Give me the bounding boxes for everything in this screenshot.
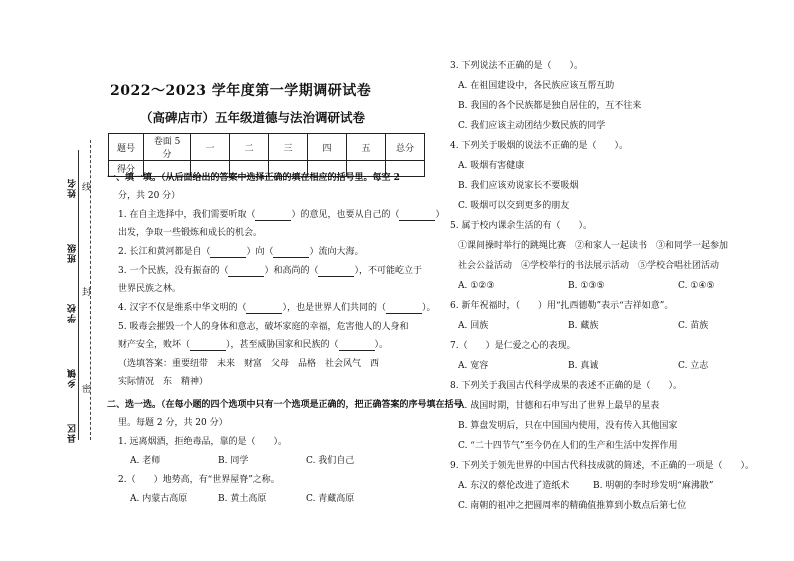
option-b[interactable]: B. 明朝的李时珍发明“麻沸散” (593, 481, 714, 491)
option-a[interactable]: A. 内蒙古高原 (130, 494, 188, 504)
q2-text-c: ）流向大海。 (309, 247, 364, 257)
fill-question-4 (118, 302, 435, 314)
option-a[interactable]: A. 回族 (458, 321, 489, 331)
answer-blank[interactable] (318, 276, 354, 277)
fill-question-1-cont: 出发，争取一些锻炼和成长的机会。 (118, 228, 263, 238)
fill-question-1 (118, 209, 444, 221)
choice-question-5: 5. 属于校内课余生活的有（ ）。 (450, 221, 592, 231)
section1-heading-cont: 分，共 20 分） (118, 191, 181, 201)
answer-blank[interactable] (339, 350, 375, 351)
option-b[interactable]: B. ①③⑤ (568, 281, 605, 291)
option-b[interactable]: B. 黄土高原 (218, 494, 267, 504)
option-b[interactable]: B. 我国的各个民族都是独自居住的，互不往来 (458, 101, 642, 111)
exam-title: 2022～2023 学年度第一学期调研试卷 (110, 83, 372, 99)
binding-label-school: 学校 (68, 303, 78, 323)
option-a[interactable]: A. ①②③ (458, 281, 495, 291)
choice-question-6: 6. 新年祝福时，（ ）用“扎西德勒”表示“吉祥如意”。 (450, 301, 674, 311)
q5-text-d: ）。 (374, 340, 389, 350)
answer-blank[interactable] (273, 257, 309, 258)
fill-question-3-cont: 世界民族之林。 (118, 284, 182, 294)
q2-text-a: 2. 长江和黄河都是自（ (118, 247, 211, 257)
option-b[interactable]: B. 真诚 (568, 361, 599, 371)
binding-margin (60, 120, 100, 560)
q1-text-a: 1. 在自主选择中，我们需要听取（ (118, 210, 256, 220)
option-a[interactable]: A. 东汉的蔡伦改进了造纸术 (458, 481, 570, 491)
fill-question-5-cont (118, 339, 388, 351)
answer-choices-cont: 实际情况 东 精神） (118, 377, 209, 387)
option-b[interactable]: B. 我们应该劝说家长不要吸烟 (458, 181, 579, 191)
option-c[interactable]: C. 青藏高原 (306, 494, 355, 504)
exam-subtitle: （高碑店市）五年级道德与法治调研试卷 (140, 110, 366, 125)
answer-blank[interactable] (399, 220, 435, 221)
choice-question-4: 4. 下列关于吸烟的说法不正确的是（ ）。 (450, 141, 628, 151)
section1-heading: 一、填一填。（从后面给出的答案中选择正确的填在相应的括号里。每空 2 (107, 173, 400, 183)
q3-text-c: ），不可能屹立于 (354, 266, 422, 276)
option-b[interactable]: B. 藏族 (568, 321, 599, 331)
option-a[interactable]: A. 吸烟有害健康 (458, 161, 525, 171)
q3-text-a: 3. 一个民族，没有振奋的（ (118, 266, 229, 276)
score-table (108, 133, 425, 177)
option-a[interactable]: A. 老师 (130, 456, 161, 466)
section2-heading: 二、选一选。（在每小题的四个选项中只有一个选项是正确的，把正确答案的序号填在括号 (107, 400, 463, 410)
binding-cut-char-1: 密 (82, 385, 92, 395)
q5-text-b: 财产安全，败坏（ (118, 340, 191, 350)
choice-question-2: 2.（ ）地势高，有“世界屋脊”之称。 (118, 475, 280, 485)
q5-text-c: ），甚至威胁国家和民族的（ (226, 340, 339, 350)
option-c[interactable]: C. 我们自己 (306, 456, 355, 466)
choice-question-5-items: ①课间操时举行的跳绳比赛 ②和家人一起读书 ③和同学一起参加 (458, 241, 729, 251)
option-b[interactable]: B. 同学 (218, 456, 249, 466)
score-table-header-row (109, 134, 425, 161)
answer-blank[interactable] (228, 276, 264, 277)
choice-question-5-items-cont: 社会公益活动 ④学校举行的书法展示活动 ⑤学校合唱社团活动 (458, 261, 720, 271)
section2-heading-cont: 里。每题 2 分，共 20 分） (118, 418, 228, 428)
option-c[interactable]: C. 南朝的祖冲之把圆周率的精确值推算到小数点后第七位 (458, 501, 687, 511)
choice-question-3: 3. 下列说法不正确的是（ ）。 (450, 61, 583, 71)
q1-text-b: ）的意见，也要从自己的（ (291, 210, 400, 220)
score-cell: 四 (308, 134, 347, 161)
option-c[interactable]: C. 立志 (678, 361, 709, 371)
binding-cut-char-3: 线 (82, 183, 92, 193)
option-c[interactable]: C. 我们应该主动团结少数民族的同学 (458, 121, 606, 131)
score-cell: 二 (230, 134, 269, 161)
q4-text-b: ），也是世界人们共同的（ (282, 303, 386, 313)
answer-blank[interactable] (190, 350, 226, 351)
score-cell: 一 (191, 134, 230, 161)
q4-text-a: 4. 汉字不仅是维系中华文明的（ (118, 303, 247, 313)
score-cell: 总分 (386, 134, 425, 161)
answer-blank[interactable] (386, 313, 422, 314)
option-c[interactable]: C. 吸烟可以交到更多的朋友 (458, 201, 570, 211)
option-c[interactable]: C. ①④⑤ (678, 281, 715, 291)
binding-label-class: 班级 (68, 243, 78, 263)
option-c[interactable]: C. “二十四节气”至今仍在人们的生产和生活中发挥作用 (458, 441, 678, 451)
option-a[interactable]: A. 宽容 (458, 361, 489, 371)
choice-question-9: 9. 下列关于领先世界的中国古代科技成就的简述，不正确的一项是（ ）。 (450, 461, 754, 471)
fill-question-5: 5. 吸毒会摧毁一个人的身体和意志，破坏家庭的幸福，危害他人的人身和 (118, 322, 409, 332)
score-cell: 得分 (109, 161, 144, 177)
option-a[interactable]: A. 战国时期，甘德和石申写出了世界上最早的星表 (458, 401, 660, 411)
choice-question-1: 1. 远离烟酒，拒绝毒品，靠的是（ ）。 (118, 437, 287, 447)
binding-label-town: 乡镇 (68, 368, 78, 388)
answer-blank[interactable] (210, 257, 246, 258)
binding-label-county: 县区 (68, 423, 78, 443)
binding-label-name: 姓名 (68, 178, 78, 198)
q1-text-c: ） (435, 210, 445, 220)
fill-question-3 (118, 265, 422, 277)
fill-question-2 (118, 246, 363, 258)
q4-text-c: ）。 (421, 303, 436, 313)
choice-question-8: 8. 下列关于我国古代科学成果的表述不正确的是（ ）。 (450, 381, 682, 391)
option-a[interactable]: A. 在祖国建设中，各民族应该互帮互助 (458, 81, 615, 91)
answer-choices: （选填答案：重要纽带 未来 财富 父母 品格 社会风气 西 (118, 359, 380, 369)
score-cell: 五 (347, 134, 386, 161)
answer-blank[interactable] (246, 313, 282, 314)
option-c[interactable]: C. 苗族 (678, 321, 709, 331)
binding-cut-char-2: 封 (82, 288, 92, 298)
answer-blank[interactable] (255, 220, 291, 221)
choice-question-7: 7.（ ）是仁爱之心的表现。 (450, 341, 576, 351)
score-cell: 卷面 5 分 (144, 134, 191, 161)
q3-text-b: ）和高尚的（ (264, 266, 319, 276)
option-b[interactable]: B. 算盘发明后，只在中国国内使用，没有传入其他国家 (458, 421, 678, 431)
score-cell: 三 (269, 134, 308, 161)
score-cell: 题号 (109, 134, 144, 161)
q2-text-b: ）向（ (246, 247, 274, 257)
